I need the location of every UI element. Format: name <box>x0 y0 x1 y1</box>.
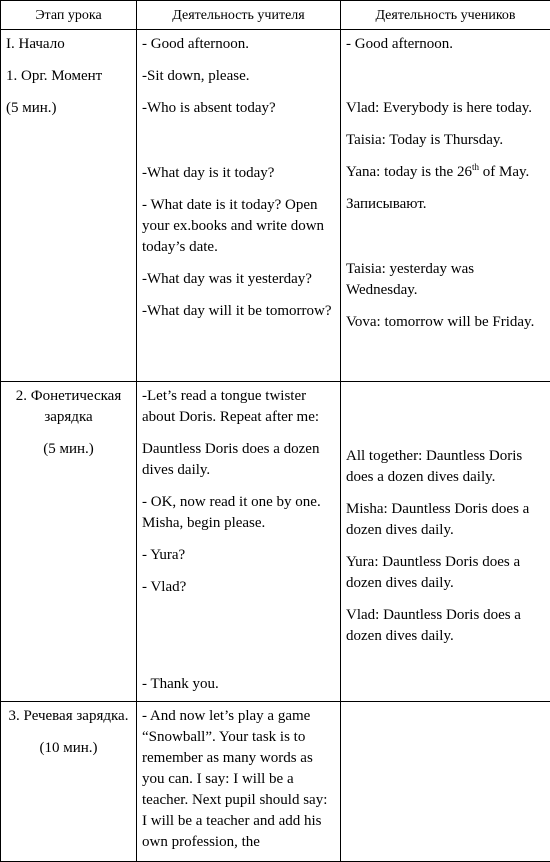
header-students: Деятельность учеников <box>341 1 550 30</box>
teacher-line: - Vlad? <box>142 577 335 598</box>
teacher-line: -What day will it be tomorrow? <box>142 301 335 322</box>
stage-cell <box>1 382 137 702</box>
student-line: Taisia: yesterday was Wednesday. <box>346 259 545 301</box>
student-line: Записывают. <box>346 194 545 215</box>
teacher-line: - What date is it today? Open your ex.books and write down today’s date. <box>142 195 335 258</box>
student-line: Vova: tomorrow will be Friday. <box>346 312 545 333</box>
teacher-line: -What day is it today? <box>142 163 335 184</box>
stage-title: 2. Фонетическая зарядка <box>6 386 131 428</box>
teacher-line: -Let’s read a tongue twister about Doris. Repeat after me: <box>142 386 335 428</box>
teacher-line: - Thank you. <box>142 674 335 695</box>
students-cell <box>341 702 550 862</box>
teacher-line: - Good afternoon. <box>142 34 335 55</box>
students-cell <box>341 382 550 702</box>
teacher-line: - Yura? <box>142 545 335 566</box>
teacher-cell <box>137 382 341 702</box>
table-row <box>1 382 550 702</box>
teacher-line: Dauntless Doris does a dozen dives daily. <box>142 439 335 481</box>
teacher-line: - And now let’s play a game “Snowball”. Your task is to remember as many words as you can. I say: I will be a teacher. Next pupil should say: I will be a teacher and add his own profession, the <box>142 706 335 853</box>
teacher-line: - OK, now read it one by one. Misha, begin please. <box>142 492 335 534</box>
teacher-cell <box>137 30 341 382</box>
student-line: All together: Dauntless Doris does a dozen dives daily. <box>346 446 545 488</box>
teacher-line: -Sit down, please. <box>142 66 335 87</box>
student-line: - Good afternoon. <box>346 34 545 55</box>
stage-title: I. Начало <box>6 34 131 55</box>
stage-duration: (5 мин.) <box>6 439 131 460</box>
stage-duration: (5 мин.) <box>6 98 131 119</box>
header-row <box>1 1 550 30</box>
student-line: Vlad: Dauntless Doris does a dozen dives daily. <box>346 605 545 647</box>
stage-title: 3. Речевая зарядка. <box>6 706 131 727</box>
stage-cell <box>1 702 137 862</box>
table-row <box>1 702 550 862</box>
header-stage: Этап урока <box>1 1 137 30</box>
student-line: Misha: Dauntless Doris does a dozen dives daily. <box>346 499 545 541</box>
student-line: Taisia: Today is Thursday. <box>346 130 545 151</box>
student-line: Yana: today is the 26th of May. <box>346 162 545 183</box>
teacher-cell <box>137 702 341 862</box>
stage-duration: (10 мин.) <box>6 738 131 759</box>
student-line: Yura: Dauntless Doris does a dozen dives daily. <box>346 552 545 594</box>
table-row <box>1 30 550 382</box>
students-cell <box>341 30 550 382</box>
header-teacher: Деятельность учителя <box>137 1 341 30</box>
teacher-line: -What day was it yesterday? <box>142 269 335 290</box>
stage-subtitle: 1. Орг. Момент <box>6 66 131 87</box>
student-line: Vlad: Everybody is here today. <box>346 98 545 119</box>
stage-cell <box>1 30 137 382</box>
teacher-line: -Who is absent today? <box>142 98 335 119</box>
